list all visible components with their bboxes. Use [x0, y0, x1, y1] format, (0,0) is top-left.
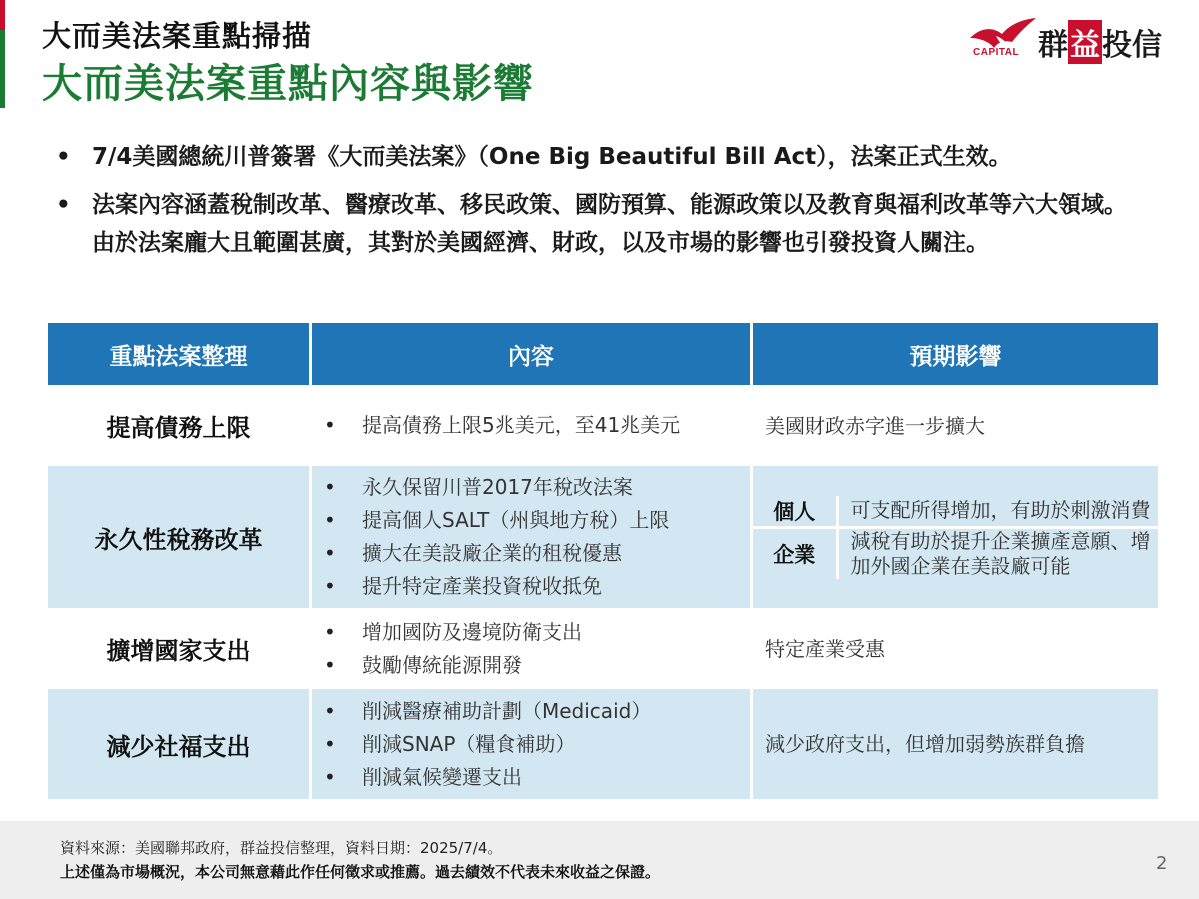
row-impact: 美國財政赤字進一步擴大 — [753, 388, 1158, 463]
row-label: 擴增國家支出 — [48, 611, 309, 686]
page-title: 大而美法案重點內容與影響 — [42, 61, 534, 107]
bullet-text: 7/4美國總統川普簽署《大而美法案》（One Big Beautiful Bill Act），法案正式生效。 — [92, 144, 1012, 170]
impact-sub-text: 可支配所得增加，有助於刺激消費 — [837, 496, 1158, 528]
content-item: • 削減SNAP（糧食補助） — [324, 728, 750, 761]
row-impact-split — [753, 466, 1158, 608]
company-logo — [968, 16, 1188, 64]
header-expected-impact: 預期影響 — [753, 323, 1158, 385]
row-label: 永久性稅務改革 — [48, 466, 309, 608]
header-content: 內容 — [312, 323, 750, 385]
content-item: • 削減氣候變遷支出 — [324, 761, 750, 794]
content-item: • 永久保留川普2017年稅改法案 — [324, 471, 750, 504]
impact-subtable — [753, 496, 1158, 579]
row-content — [312, 611, 750, 686]
table-header-row — [48, 323, 1158, 385]
page-subtitle: 大而美法案重點掃描 — [42, 19, 313, 53]
page-number: 2 — [1156, 853, 1168, 874]
content-item: • 鼓勵傳統能源開發 — [324, 649, 750, 682]
summary-bullet — [56, 186, 1146, 262]
table-row — [48, 466, 1158, 608]
accent-bar-red — [0, 0, 5, 30]
row-impact: 減少政府支出，但增加弱勢族群負擔 — [753, 689, 1158, 799]
content-item: • 提升特定產業投資稅收抵免 — [324, 570, 750, 603]
footer — [0, 821, 1199, 899]
row-content — [312, 388, 750, 463]
logo-capital-text: CAPITAL — [973, 47, 1020, 58]
row-content — [312, 689, 750, 799]
row-label: 減少社福支出 — [48, 689, 309, 799]
table-row — [48, 689, 1158, 799]
content-item: • 提高個人SALT（州與地方稅）上限 — [324, 504, 750, 537]
accent-bar — [0, 0, 5, 108]
policy-table — [45, 320, 1161, 802]
content-item: • 擴大在美設廠企業的租稅優惠 — [324, 537, 750, 570]
impact-sub-text: 減稅有助於提升企業擴產意願、增加外國企業在美設廠可能 — [850, 528, 1151, 578]
content-item: • 削減醫療補助計劃（Medicaid） — [324, 695, 750, 728]
row-content — [312, 466, 750, 608]
bullet-text: 法案內容涵蓋稅制改革、醫療改革、移民政策、國防預算、能源政策以及教育與福利改革等六大領域。由於法案龐大且範圍甚廣，其對於美國經濟、財政，以及市場的影響也引發投資人關注。 — [92, 192, 1127, 256]
header-key-policies: 重點法案整理 — [48, 323, 309, 385]
summary-bullet — [56, 138, 1146, 176]
disclaimer: 上述僅為市場概況，本公司無意藉此作任何徵求或推薦。過去績效不代表未來收益之保證。 — [60, 863, 661, 881]
content-item: • 提高債務上限5兆美元，至41兆美元 — [324, 409, 750, 442]
row-label: 提高債務上限 — [48, 388, 309, 463]
bullet-marker: • — [56, 144, 71, 170]
summary-bullets — [56, 138, 1146, 262]
impact-subrow — [753, 527, 1158, 579]
content-item: • 增加國防及邊境防衛支出 — [324, 616, 750, 649]
table-row — [48, 611, 1158, 686]
bullet-marker: • — [56, 192, 71, 218]
accent-bar-green — [0, 30, 5, 108]
impact-sub-label: 企業 — [753, 527, 837, 579]
row-impact: 特定產業受惠 — [753, 611, 1158, 686]
table-row — [48, 388, 1158, 463]
impact-sub-label: 個人 — [753, 496, 837, 528]
impact-subrow — [753, 496, 1158, 528]
logo-brand-text: 群益投信 — [1038, 20, 1162, 64]
source-note: 資料來源：美國聯邦政府，群益投信整理，資料日期：2025/7/4。 — [60, 839, 503, 857]
